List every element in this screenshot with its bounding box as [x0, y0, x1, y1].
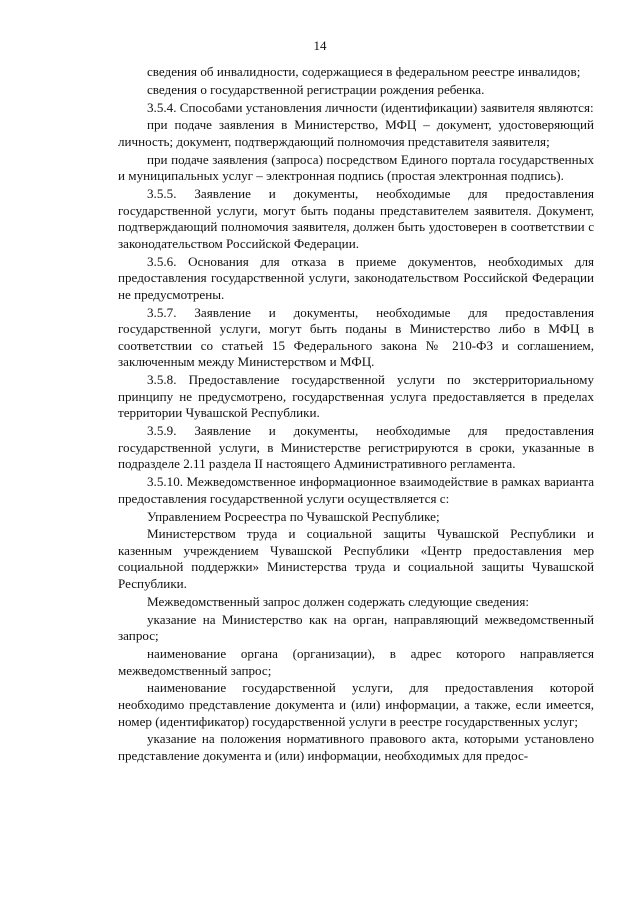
paragraph: наименование органа (организации), в адрес которого направляется межведомственный запрос;	[118, 646, 594, 678]
paragraph: 3.5.6. Основания для отказа в приеме документов, необходимых для предоставления государственной услуги, законодательством Российской Федерации не предусмотрены.	[118, 253, 594, 302]
paragraph: 3.5.5. Заявление и документы, необходимые для предоставления государственной услуги, могут быть поданы представителем заявителя. Документ, подтверждающий полномочия заявителя, должен быть удостоверен в соответствии с законодательством Российской Федерации.	[118, 186, 594, 251]
paragraph: 3.5.10. Межведомственное информационное взаимодействие в рамках варианта предоставления государственной услуги осуществляется с:	[118, 474, 594, 506]
paragraph: 3.5.7. Заявление и документы, необходимые для предоставления государственной услуги, могут быть поданы в Министерство либо в МФЦ в соответствии со статьей 15 Федерального закона № 210-ФЗ и соглашением, заключенным между Министерством и МФЦ.	[118, 304, 594, 370]
paragraph: при подаче заявления (запроса) посредством Единого портала государственных и муниципальных услуг – электронная подпись (простая электронная подпись).	[118, 151, 594, 184]
paragraph: 3.5.4. Способами установления личности (идентификации) заявителя являются:	[147, 99, 594, 115]
paragraph: при подаче заявления в Министерство, МФЦ – документ, удостоверяющий личность; документ, подтверждающий полномочия представителя заявителя;	[118, 117, 594, 149]
paragraph: Министерством труда и социальной защиты Чувашской Республики и казенным учреждением Чувашской Республики «Центр предоставления мер социальной поддержки» Министерства труда и социальной защиты Чувашской Республики.	[118, 526, 594, 592]
document-body	[118, 64, 594, 766]
paragraph: 3.5.8. Предоставление государственной услуги по экстерриториальному принципу не предусмотрено, государственная услуга предоставляется в пределах территории Чувашской Республики.	[118, 372, 594, 421]
paragraph: 3.5.9. Заявление и документы, необходимые для предоставления государственной услуги, в Министерстве регистрируются в сроки, указанные в подразделе 2.11 раздела II настоящего Административного регламента.	[118, 423, 594, 472]
paragraph: указание на Министерство как на орган, направляющий межведомственный запрос;	[118, 611, 594, 644]
paragraph: Межведомственный запрос должен содержать следующие сведения:	[147, 593, 530, 609]
paragraph: сведения об инвалидности, содержащиеся в федеральном реестре инвалидов;	[147, 64, 581, 79]
page-number: 14	[313, 38, 327, 53]
paragraph: наименование государственной услуги, для предоставления которой необходимо представление документа и (или) информации, а также, если имеется, номер (идентификатор) государственной услуги в реестре государственных услуг;	[118, 680, 594, 729]
paragraph: сведения о государственной регистрации рождения ребенка.	[147, 81, 485, 97]
paragraph: Управлением Росреестра по Чувашской Республике;	[147, 508, 440, 524]
paragraph: указание на положения нормативного правового акта, которыми установлено представление документа и (или) информации, необходимых для предос-	[118, 731, 594, 763]
